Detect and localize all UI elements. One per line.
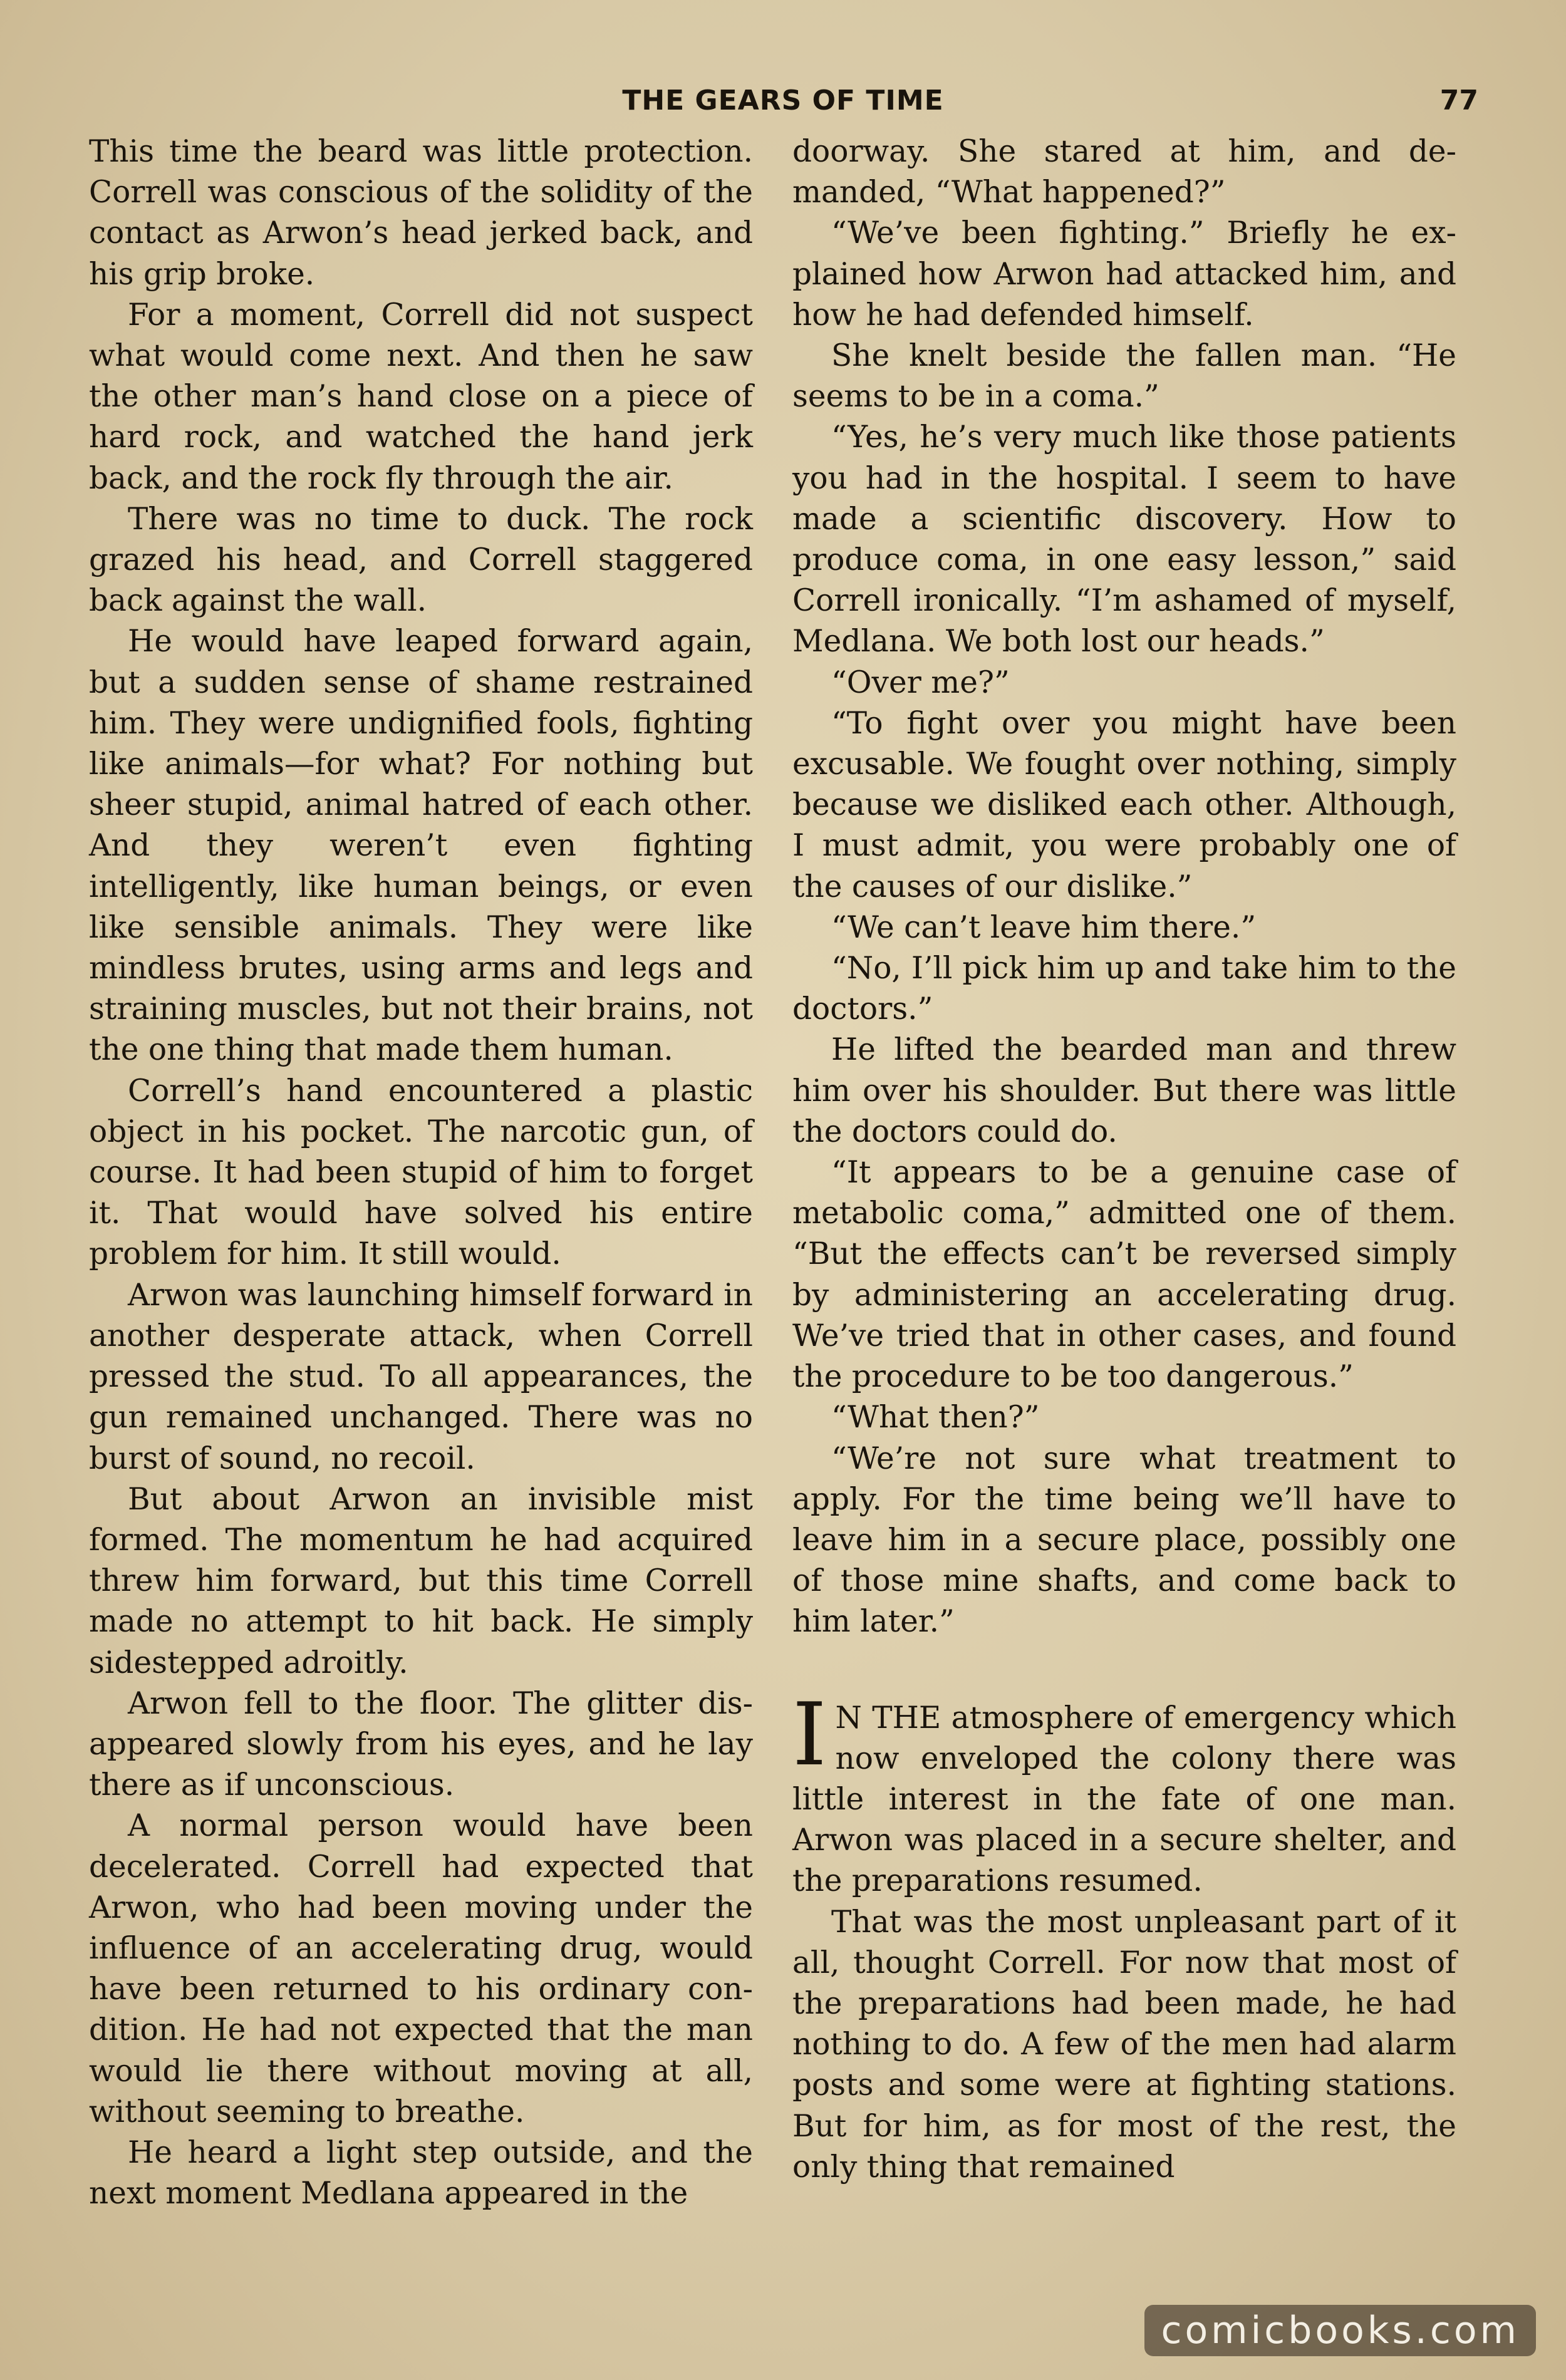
right-column bbox=[792, 132, 1456, 2188]
paragraph: He lifted the bearded man and threw him over his shoulder. But there was little the doctors could do. bbox=[792, 1032, 1456, 1149]
paragraph: Arwon was launching himself forward in another desperate attack, when Correll pressed the stud. To all appearances, the gun remained unchanged. There was no burst of sound, no recoil. bbox=[89, 1277, 753, 1476]
paragraph: She knelt beside the fallen man. “He seems to be in a coma.” bbox=[792, 338, 1456, 415]
paragraph: “We can’t leave him there.” bbox=[831, 909, 1257, 945]
paragraph: That was the most unpleasant part of it all, thought Correll. For now that most of the preparations had been made, he had nothing to do. A few of the men had alarm posts and some were at fighting stations. But for him, as for most of the rest, the only thing that remained bbox=[792, 1904, 1456, 2185]
section-lead-paragraph bbox=[792, 1684, 1456, 1902]
page-header bbox=[88, 85, 1478, 128]
paragraph: Arwon fell to the floor. The glitter disappeared slowly from his eyes, and he lay there as if unconscious. bbox=[89, 1685, 753, 1803]
paragraph: “Yes, he’s very much like those patients you had in the hospital. I seem to have made a scientific discovery. How to produce coma, in one easy lesson,” said Correll ironically. “I’m ashamed of myself, Medlana. We both lost our heads.” bbox=[792, 420, 1456, 660]
paragraph: But about Arwon an invisible mist formed. The momentum he had acquired threw him forward, but this time Correll made no attempt to hit back. He simply sidestepped adroitly. bbox=[89, 1481, 753, 1680]
paragraph: There was no time to duck. The rock grazed his head, and Correll staggered back against the wall. bbox=[89, 501, 753, 619]
paragraph: “We’re not sure what treatment to apply. For the time being we’ll have to leave him in a secure place, possibly one of those mine shafts, and come back to him later.” bbox=[792, 1441, 1456, 1640]
paragraph: Correll’s hand encountered a plastic object in his pocket. The narcotic gun, of course. It had been stupid of him to forget it. That would have solved his entire problem for him. It still would. bbox=[89, 1073, 753, 1272]
left-column bbox=[89, 132, 753, 2214]
section-lead-text: N THE atmosphere of emergency which now enveloped the colony there was little interest in the fate of one man. Arwon was placed in a secure shelter, and the preparations resumed. bbox=[792, 1700, 1456, 1899]
paragraph: A normal person would have been decelerated. Correll had expected that Arwon, who had been moving under the influence of an accelerating drug, would have been returned to his ordinary condition. He had not expected that the man would lie there without moving at all, without seeming to breathe. bbox=[89, 1808, 753, 2129]
drop-cap: I bbox=[792, 1684, 827, 1785]
paragraph: doorway. She stared at him, and demanded, “What happened?” bbox=[792, 134, 1456, 210]
paragraph: “It appears to be a genuine case of metabolic coma,” admitted one of them. “But the effects can’t be reversed simply by administering an accelerating drug. We’ve tried that in other cases, and found the procedure to be too dangerous.” bbox=[792, 1155, 1456, 1395]
paragraph: “To fight over you might have been excusable. We fought over nothing, simply because we disliked each other. Although, I must admit, you were probably one of the causes of our dislike.” bbox=[792, 705, 1456, 904]
paragraph: “Over me?” bbox=[831, 665, 1010, 700]
paragraph: He would have leaped forward again, but a sudden sense of shame restrained him. They were undignified fools, fighting like animals—for what? For nothing but sheer stupid, animal hatred of each other. And they weren’t even fighting intelligently, like human beings, or even like sensible animals. They were like mindless brutes, using arms and legs and straining muscles, but not their brains, not the one thing that made them human. bbox=[89, 624, 753, 1068]
paragraph: “What then?” bbox=[831, 1400, 1040, 1436]
paragraph: For a moment, Correll did not suspect what would come next. And then he saw the other man’s hand close on a piece of hard rock, and watched the hand jerk back, and the rock fly through the air. bbox=[89, 297, 753, 496]
paragraph: This time the beard was little protection. Correll was conscious of the solidity of the contact as Arwon’s head jerked back, and his grip broke. bbox=[89, 134, 753, 292]
paragraph: He heard a light step outside, and the next moment Medlana appeared in the bbox=[89, 2134, 753, 2212]
paragraph: “No, I’ll pick him up and take him to the doctors.” bbox=[792, 951, 1456, 1027]
running-title: THE GEARS OF TIME bbox=[622, 85, 944, 116]
paragraph: “We’ve been fighting.” Briefly he explained how Arwon had attacked him, and how he had defended himself. bbox=[792, 215, 1456, 333]
site-watermark: comicbooks.com bbox=[1144, 2305, 1536, 2356]
page-number: 77 bbox=[1439, 85, 1478, 116]
